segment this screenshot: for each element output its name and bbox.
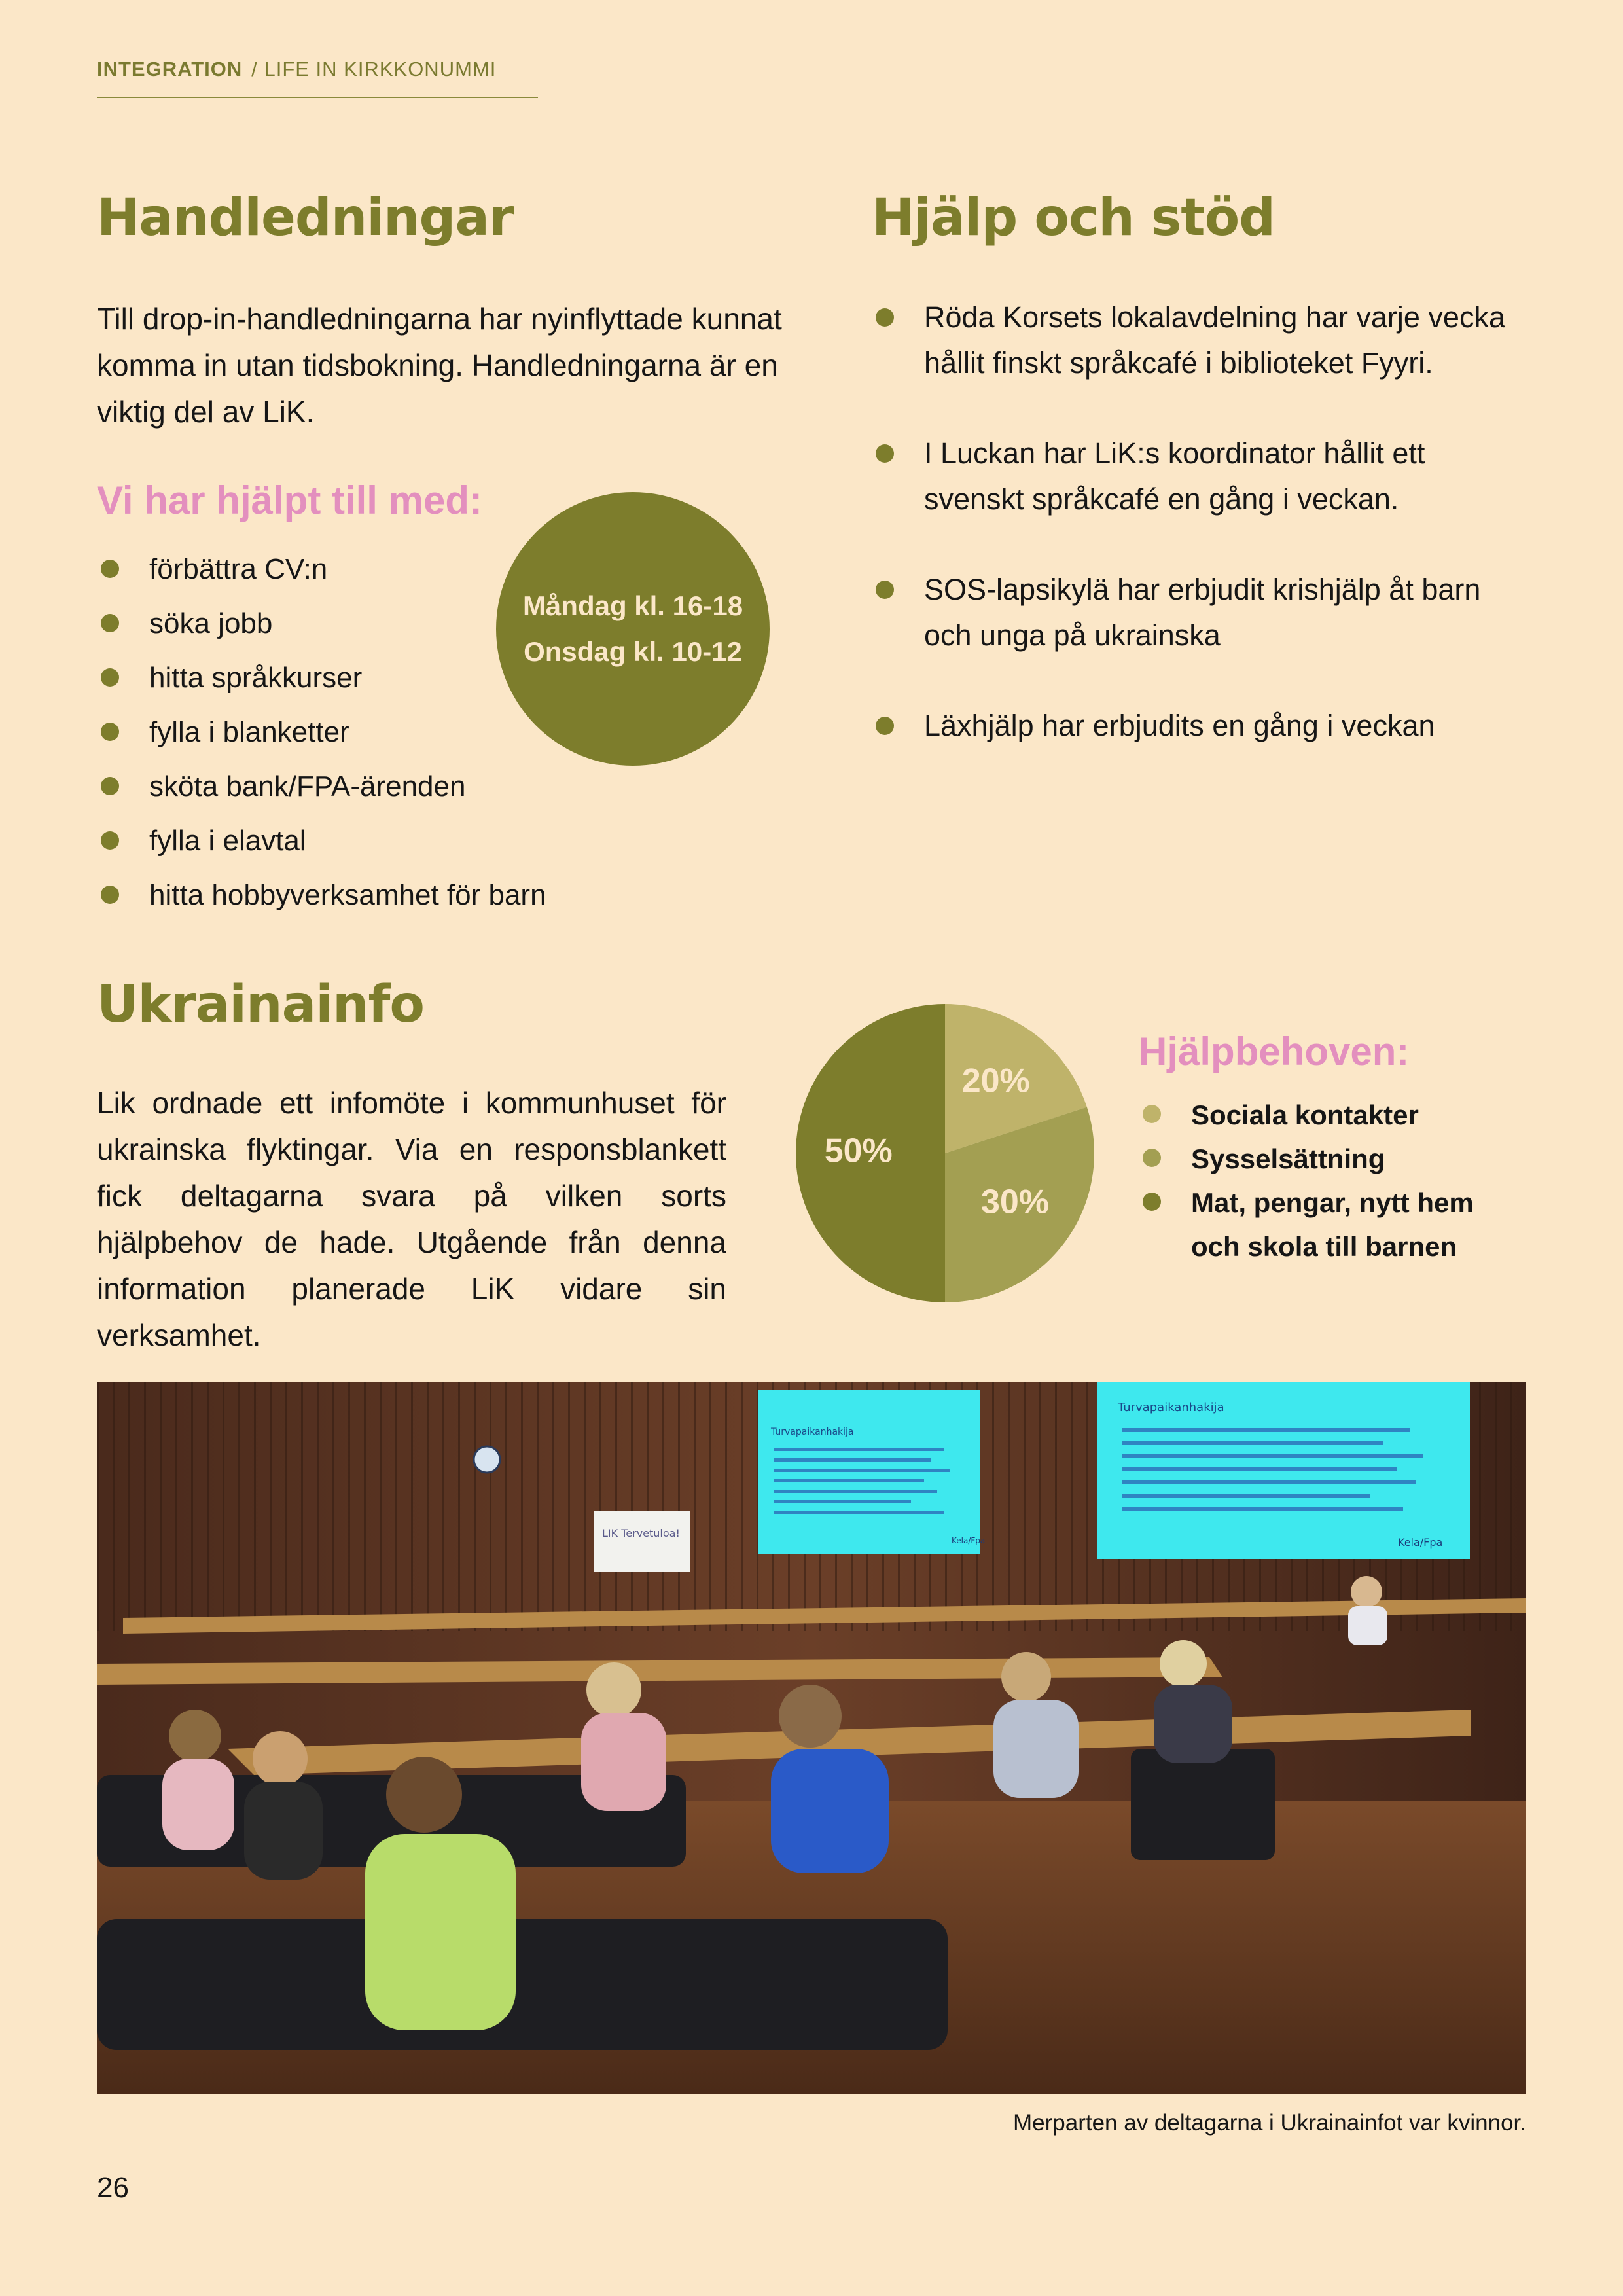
list-item: hitta språkkurser bbox=[97, 651, 620, 705]
legend-item: Sysselsättning bbox=[1139, 1137, 1505, 1181]
chart-legend bbox=[1139, 1093, 1505, 1268]
meeting-photo bbox=[97, 1382, 1526, 2094]
photo-caption: Merparten av deltagarna i Ukrainainfot var kvinnor. bbox=[1012, 2110, 1526, 2136]
hjalp-title: Hjälp och stöd bbox=[872, 188, 1275, 247]
screen-right-title: Turvapaikanhakija bbox=[1118, 1401, 1224, 1414]
support-list bbox=[872, 295, 1526, 793]
bullet-dot bbox=[876, 308, 894, 327]
bullet-dot bbox=[101, 777, 119, 795]
list-item: fylla i blanketter bbox=[97, 705, 620, 759]
schedule-wednesday: Onsdag kl. 10-12 bbox=[524, 636, 742, 667]
help-subheading: Vi har hjälpt till med: bbox=[97, 478, 482, 522]
ukrainainfo-title: Ukrainainfo bbox=[97, 975, 424, 1034]
legend-swatch bbox=[1143, 1105, 1161, 1123]
running-header bbox=[97, 58, 496, 81]
list-item: sköta bank/FPA-ärenden bbox=[97, 759, 620, 814]
bullet-dot bbox=[876, 581, 894, 599]
bullet-dot bbox=[101, 560, 119, 578]
page-number: 26 bbox=[97, 2172, 129, 2204]
pie-slice-label: 20% bbox=[961, 1062, 1030, 1100]
pie-slice-label: 50% bbox=[824, 1132, 893, 1170]
bullet-dot bbox=[101, 886, 119, 904]
schedule-monday: Måndag kl. 16-18 bbox=[522, 590, 743, 621]
bullet-dot bbox=[876, 444, 894, 463]
screen-left-title: Turvapaikanhakija bbox=[771, 1427, 854, 1437]
header-path: / LIFE IN KIRKKONUMMI bbox=[251, 58, 497, 81]
list-item: hitta hobbyverksamhet för barn bbox=[97, 868, 620, 922]
chart-title: Hjälpbehoven: bbox=[1139, 1030, 1410, 1073]
needs-pie-chart bbox=[794, 1003, 1096, 1304]
list-item: fylla i elavtal bbox=[97, 814, 620, 868]
schedule-circle bbox=[496, 492, 770, 766]
list-item: I Luckan har LiK:s koordinator hållit ett svenskt språkcafé en gång i veckan. bbox=[872, 431, 1526, 522]
board-text: LIK Tervetuloa! bbox=[602, 1527, 680, 1539]
list-item: förbättra CV:n bbox=[97, 542, 620, 596]
legend-item: Sociala kontakter bbox=[1139, 1093, 1505, 1137]
legend-swatch bbox=[1143, 1193, 1161, 1211]
header-divider bbox=[97, 97, 538, 98]
list-item: söka jobb bbox=[97, 596, 620, 651]
list-item: SOS-lapsikylä har erbjudit krishjälp åt barn och unga på ukrainska bbox=[872, 567, 1526, 658]
bullet-dot bbox=[101, 831, 119, 850]
list-item: Läxhjälp har erbjudits en gång i veckan bbox=[872, 703, 1526, 749]
ukrainainfo-body: Lik ordnade ett infomöte i kommunhuset för ukrainska flyktingar. Via en responsblankett fick deltagarna svara på vilken sorts hjälpbehov de hade. Utgående från denna information planerade LiK vidare sin verksamhet. bbox=[97, 1086, 726, 1352]
legend-swatch bbox=[1143, 1149, 1161, 1167]
screen-left-logo: Kela/Fpa bbox=[952, 1536, 986, 1545]
bullet-dot bbox=[101, 668, 119, 687]
header-section: INTEGRATION bbox=[97, 58, 243, 81]
bullet-dot bbox=[101, 723, 119, 741]
list-item: Röda Korsets lokalavdelning har varje vecka hållit finskt språkcafé i biblioteket Fyyri. bbox=[872, 295, 1526, 386]
legend-item: Mat, pengar, nytt hem och skola till barnen bbox=[1139, 1181, 1505, 1268]
bullet-dot bbox=[101, 614, 119, 632]
pie-slice-label: 30% bbox=[980, 1183, 1050, 1221]
bullet-dot bbox=[876, 717, 894, 735]
handledningar-intro: Till drop-in-handledningarna har nyinflyttade kunnat komma in utan tidsbokning. Handledningarna är en viktig del av LiK. bbox=[97, 302, 782, 429]
clock-icon bbox=[474, 1446, 500, 1473]
whiteboard bbox=[594, 1511, 690, 1572]
screen-right-logo: Kela/Fpa bbox=[1398, 1536, 1443, 1549]
handledningar-title: Handledningar bbox=[97, 188, 514, 247]
